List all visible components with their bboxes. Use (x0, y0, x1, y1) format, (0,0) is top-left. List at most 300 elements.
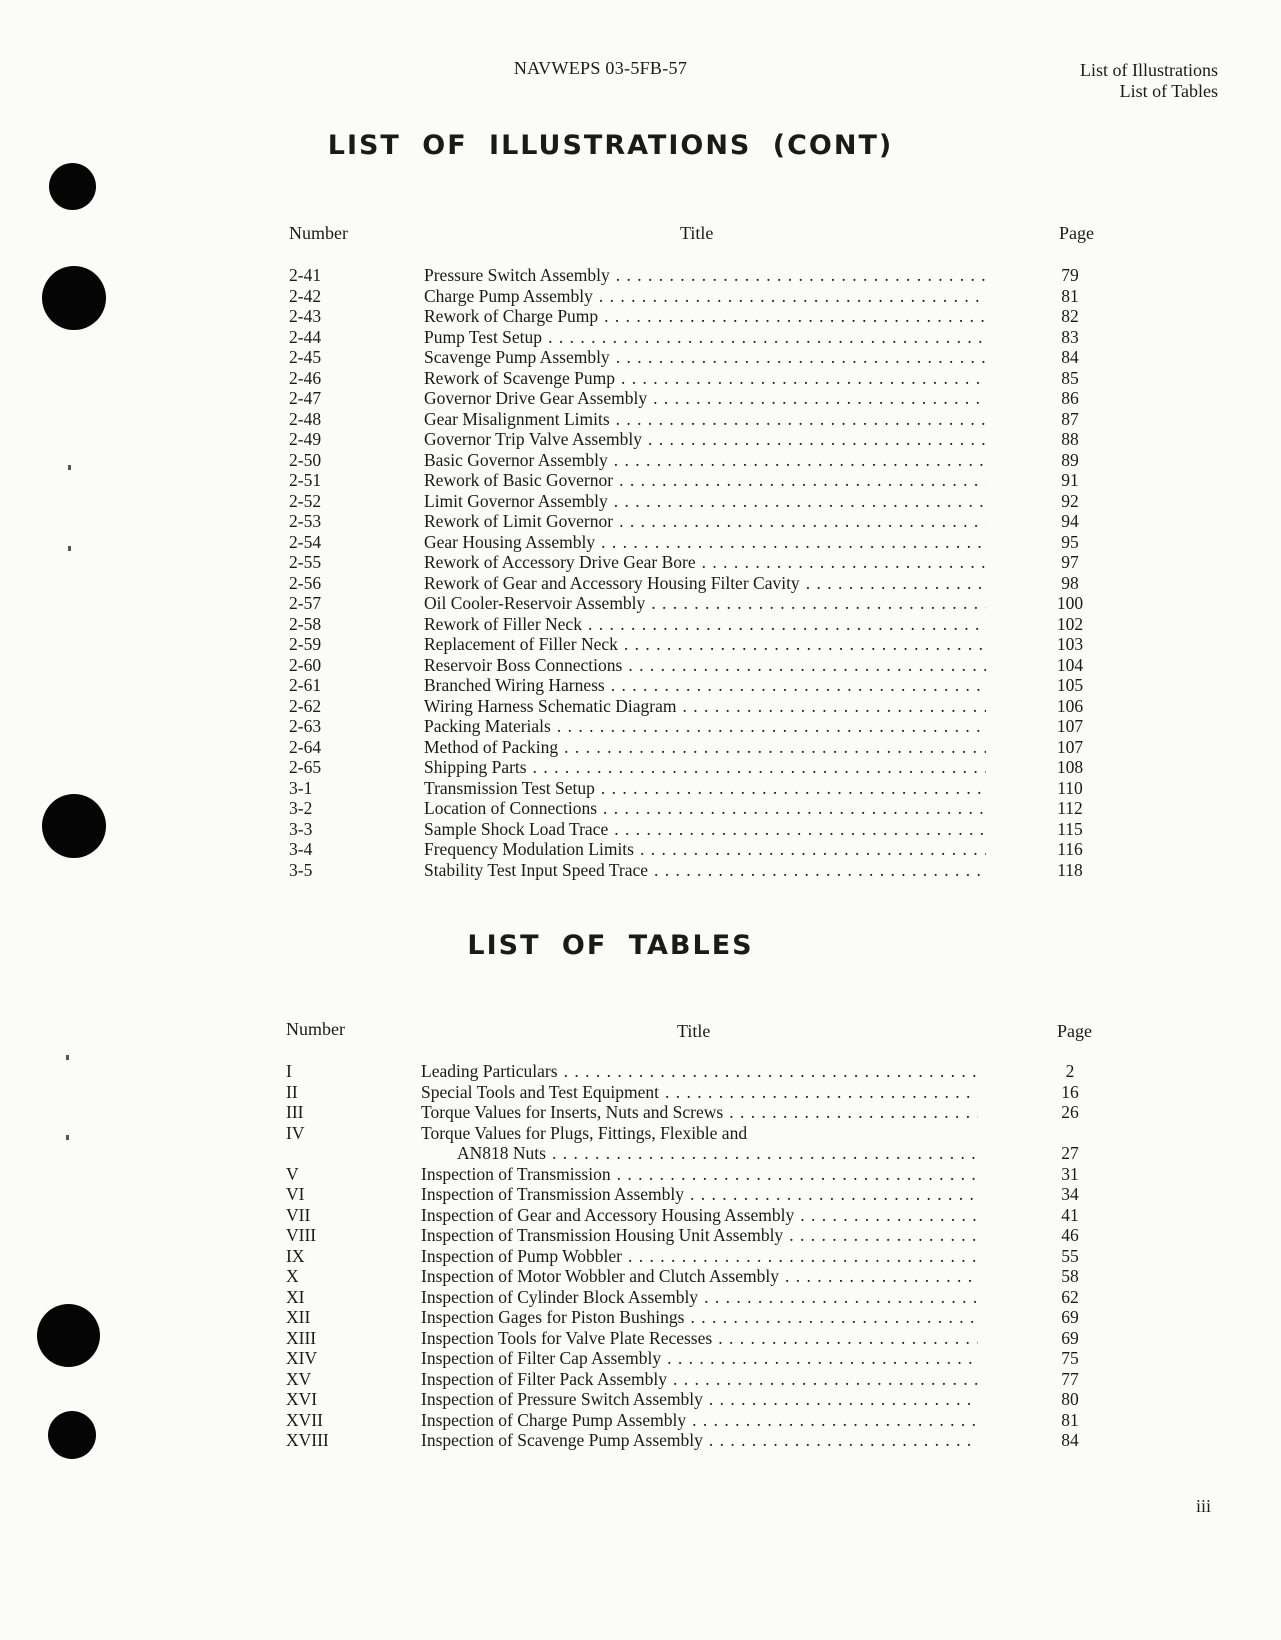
list-row (0, 286, 1281, 307)
row-number: 2-58 (289, 613, 322, 634)
tables-col-title: Title (677, 1021, 711, 1041)
row-number: 2-60 (289, 654, 322, 675)
row-page: 104 (1056, 654, 1084, 675)
list-row (0, 1328, 1281, 1349)
leader-dots (783, 1225, 978, 1246)
running-header-line-1: List of Illustrations (1080, 60, 1218, 80)
row-title-text: Torque Values for Plugs, Fittings, Flexible and (421, 1122, 748, 1143)
row-page: 81 (1061, 1409, 1079, 1430)
row-title (424, 778, 986, 799)
list-row (0, 839, 1281, 860)
row-title-text: Pressure Switch Assembly (424, 265, 610, 285)
row-title (421, 1205, 978, 1226)
row-page: 85 (1061, 367, 1079, 388)
row-page: 69 (1061, 1307, 1079, 1327)
row-title-text: Reservoir Boss Connections (424, 654, 623, 675)
list-row (0, 737, 1281, 758)
leader-dots (696, 552, 986, 573)
row-title (424, 286, 986, 307)
leader-dots (684, 1307, 978, 1328)
illustrations-col-number: Number (289, 223, 348, 243)
row-title-text: Limit Governor Assembly (424, 490, 608, 511)
row-title (424, 532, 986, 553)
list-row (0, 1246, 1281, 1267)
list-row (0, 1266, 1281, 1287)
row-title (424, 757, 986, 778)
leader-dots (800, 573, 986, 594)
row-page: 83 (1061, 326, 1079, 347)
row-number: 2-56 (289, 572, 322, 593)
row-page: 86 (1061, 388, 1079, 408)
row-number: 2-43 (289, 306, 322, 326)
row-number: XVIII (286, 1430, 329, 1450)
list-row (0, 388, 1281, 409)
row-number: VIII (286, 1225, 317, 1245)
row-title-text: Inspection of Charge Pump Assembly (421, 1409, 687, 1430)
row-title-text: Inspection of Transmission Housing Unit Assembly (421, 1225, 784, 1245)
row-title-text: Torque Values for Inserts, Nuts and Screws (421, 1102, 724, 1122)
list-row (0, 614, 1281, 635)
row-number: 3-4 (289, 839, 313, 859)
row-page: 84 (1061, 1430, 1079, 1450)
row-page: 26 (1061, 1102, 1079, 1122)
row-title (421, 1225, 978, 1246)
row-page: 62 (1061, 1286, 1079, 1307)
list-row (0, 757, 1281, 778)
document-number: NAVWEPS 03-5FB-57 (513, 58, 688, 78)
list-row (0, 696, 1281, 717)
row-number: XIV (286, 1348, 318, 1368)
row-title (421, 1307, 978, 1328)
row-title (424, 429, 986, 450)
leader-dots (598, 306, 986, 327)
row-title-text: Pump Test Setup (424, 326, 543, 347)
row-page: 2 (1065, 1061, 1075, 1081)
row-title (424, 573, 986, 594)
row-number: 2-52 (289, 490, 322, 511)
tables-col-number: Number (286, 1019, 345, 1039)
scan-speck (66, 1055, 69, 1060)
row-title (421, 1287, 978, 1308)
row-page: 100 (1056, 593, 1084, 613)
binder-hole (49, 163, 96, 210)
list-row (0, 860, 1281, 881)
row-title (424, 511, 986, 532)
row-title-text: Inspection of Gear and Accessory Housing Assembly (421, 1204, 795, 1225)
list-row (0, 409, 1281, 430)
row-title (424, 368, 986, 389)
row-number: XVII (286, 1409, 323, 1430)
row-number: 2-62 (289, 695, 322, 716)
row-number: 2-49 (289, 429, 322, 449)
row-number: 3-2 (289, 798, 313, 818)
list-row (0, 306, 1281, 327)
row-title-text: Rework of Charge Pump (424, 306, 599, 326)
row-title (424, 327, 986, 348)
list-row (0, 552, 1281, 573)
list-row (0, 1369, 1281, 1390)
leader-dots (794, 1205, 978, 1226)
row-title-text: Governor Drive Gear Assembly (424, 388, 648, 408)
row-title-text: Inspection of Pump Wobbler (421, 1245, 622, 1266)
row-page: 77 (1061, 1368, 1079, 1389)
leader-dots (595, 778, 986, 799)
row-number: XVI (286, 1389, 318, 1409)
row-title (424, 737, 986, 758)
row-title (421, 1184, 978, 1205)
list-row (0, 1348, 1281, 1369)
list-row (0, 675, 1281, 696)
row-title (424, 593, 986, 614)
list-row-continuation (0, 1143, 1281, 1164)
leader-dots (542, 327, 986, 348)
row-page: 95 (1061, 531, 1079, 552)
row-number: 3-1 (289, 777, 313, 798)
row-title (421, 1369, 978, 1390)
row-title-text: Shipping Parts (424, 757, 527, 777)
row-number: 2-50 (289, 449, 322, 470)
leader-dots (582, 614, 986, 635)
row-number: 2-46 (289, 367, 322, 388)
row-number: 2-41 (289, 265, 322, 285)
row-page: 115 (1057, 818, 1083, 839)
leader-dots (622, 1246, 978, 1267)
row-number: X (286, 1266, 299, 1286)
row-title (424, 409, 986, 430)
illustrations-col-page: Page (1059, 223, 1094, 243)
running-header (1080, 60, 1218, 102)
row-title-text: Rework of Gear and Accessory Housing Filter Cavity (424, 572, 800, 593)
row-title (424, 388, 986, 409)
leader-dots (597, 798, 986, 819)
row-title-text: Replacement of Filler Neck (424, 634, 618, 654)
leader-dots (634, 839, 986, 860)
list-row (0, 532, 1281, 553)
row-title (424, 347, 986, 368)
row-page: 105 (1056, 675, 1084, 695)
row-title (424, 819, 986, 840)
leader-dots (698, 1287, 978, 1308)
row-title (421, 1410, 978, 1431)
row-number: 3-5 (289, 859, 313, 880)
list-row (0, 634, 1281, 655)
row-title-text: Inspection of Filter Cap Assembly (421, 1348, 662, 1368)
row-page: 106 (1056, 695, 1084, 716)
row-title (424, 675, 986, 696)
row-title-text: Rework of Filler Neck (424, 613, 582, 634)
row-title (424, 716, 986, 737)
leader-dots (667, 1369, 978, 1390)
row-page: 118 (1057, 859, 1083, 880)
list-row (0, 593, 1281, 614)
row-title (424, 614, 986, 635)
leader-dots (684, 1184, 978, 1205)
illustrations-heading: LIST OF ILLUSTRATIONS (CONT) (327, 130, 894, 161)
row-page: 81 (1061, 285, 1079, 306)
row-title-text: Oil Cooler-Reservoir Assembly (424, 593, 646, 613)
row-title (424, 470, 986, 491)
row-title-text: Location of Connections (424, 798, 598, 818)
row-number: 3-3 (289, 818, 313, 839)
row-title (421, 1328, 978, 1349)
row-number: 2-47 (289, 388, 322, 408)
leader-dots (642, 429, 986, 450)
list-row (0, 798, 1281, 819)
row-title-text: Rework of Basic Governor (424, 470, 614, 490)
list-row (0, 1123, 1281, 1144)
row-page: 92 (1061, 490, 1079, 511)
leader-dots (558, 737, 986, 758)
row-title (424, 655, 986, 676)
running-header-line-2: List of Tables (1119, 81, 1218, 101)
list-row (0, 778, 1281, 799)
leader-dots (605, 675, 986, 696)
row-page: 110 (1057, 777, 1083, 798)
row-title (424, 696, 986, 717)
row-title-text: AN818 Nuts (457, 1143, 546, 1163)
list-row (0, 1430, 1281, 1451)
row-title-text: Inspection of Pressure Switch Assembly (421, 1389, 703, 1409)
row-number: 2-51 (289, 470, 322, 490)
row-number: 2-63 (289, 716, 322, 736)
row-number: XII (286, 1307, 311, 1327)
row-number: 2-45 (289, 347, 322, 367)
tables-list (0, 1061, 1281, 1451)
row-page: 84 (1061, 347, 1079, 367)
row-title-text: Special Tools and Test Equipment (421, 1081, 659, 1102)
leader-dots (686, 1410, 978, 1431)
tables-heading: LIST OF TABLES (467, 930, 754, 961)
leader-dots (712, 1328, 978, 1349)
row-title-text: Inspection of Transmission Assembly (421, 1184, 685, 1204)
row-page: 16 (1061, 1081, 1079, 1102)
row-number: III (286, 1102, 304, 1122)
leader-dots (608, 450, 986, 471)
row-page: 69 (1061, 1327, 1079, 1348)
list-row (0, 1102, 1281, 1123)
list-row (0, 1184, 1281, 1205)
row-page: 89 (1061, 449, 1079, 470)
list-row (0, 327, 1281, 348)
row-title-text: Inspection Gages for Piston Bushings (421, 1307, 685, 1327)
row-title (421, 1164, 978, 1185)
row-number: V (286, 1163, 299, 1184)
row-page: 31 (1061, 1163, 1079, 1184)
leader-dots (546, 1143, 978, 1164)
row-title-text: Inspection of Scavenge Pump Assembly (421, 1430, 703, 1450)
row-title (421, 1143, 978, 1164)
list-row (0, 573, 1281, 594)
leader-dots (723, 1102, 978, 1123)
illustrations-list (0, 265, 1281, 880)
row-title (421, 1246, 978, 1267)
list-row (0, 1307, 1281, 1328)
row-page: 112 (1057, 798, 1083, 818)
row-title-text: Inspection of Cylinder Block Assembly (421, 1286, 699, 1307)
leader-dots (595, 532, 986, 553)
row-page: 27 (1061, 1143, 1079, 1163)
leader-dots (558, 1061, 978, 1082)
row-title-text: Packing Materials (424, 716, 551, 736)
row-number: XI (286, 1286, 305, 1307)
row-title-text: Governor Trip Valve Assembly (424, 429, 642, 449)
list-row (0, 511, 1281, 532)
row-number: II (286, 1081, 298, 1102)
row-number: IV (286, 1122, 305, 1143)
row-page: 75 (1061, 1348, 1079, 1368)
row-title-text: Scavenge Pump Assembly (424, 347, 610, 367)
row-title (421, 1123, 978, 1144)
leader-dots (661, 1348, 978, 1369)
page-number: iii (1195, 1496, 1211, 1516)
row-title (424, 634, 986, 655)
leader-dots (613, 511, 986, 532)
row-title (421, 1082, 978, 1103)
row-title (424, 839, 986, 860)
row-page: 79 (1061, 265, 1079, 285)
leader-dots (615, 368, 986, 389)
leader-dots (551, 716, 986, 737)
list-row (0, 265, 1281, 286)
row-page: 91 (1061, 470, 1079, 490)
row-page: 108 (1056, 757, 1084, 777)
leader-dots (608, 819, 986, 840)
row-title (421, 1389, 978, 1410)
row-title (424, 552, 986, 573)
row-number: 2-48 (289, 408, 322, 429)
row-title-text: Frequency Modulation Limits (424, 839, 634, 859)
leader-dots (659, 1082, 978, 1103)
row-title-text: Branched Wiring Harness (424, 675, 605, 695)
row-title-text: Rework of Scavenge Pump (424, 367, 616, 388)
leader-dots (593, 286, 986, 307)
row-title-text: Inspection of Motor Wobbler and Clutch Assembly (421, 1266, 779, 1286)
row-title-text: Wiring Harness Schematic Diagram (424, 695, 677, 716)
list-row (0, 1410, 1281, 1431)
row-number: 2-59 (289, 634, 322, 654)
row-page: 55 (1061, 1245, 1079, 1266)
leader-dots (608, 491, 986, 512)
leader-dots (703, 1389, 978, 1410)
row-page: 94 (1061, 511, 1079, 531)
row-title-text: Inspection Tools for Valve Plate Recesses (421, 1327, 713, 1348)
row-title (421, 1430, 978, 1451)
illustrations-col-title: Title (680, 223, 714, 243)
row-title-text: Stability Test Input Speed Trace (424, 859, 648, 880)
row-title-text: Charge Pump Assembly (424, 285, 593, 306)
leader-dots (647, 388, 986, 409)
leader-dots (645, 593, 986, 614)
list-row (0, 819, 1281, 840)
row-title-text: Inspection of Filter Pack Assembly (421, 1368, 667, 1389)
row-title-text: Basic Governor Assembly (424, 449, 608, 470)
row-page: 46 (1061, 1225, 1079, 1245)
tables-col-page: Page (1057, 1021, 1092, 1041)
list-row (0, 1061, 1281, 1082)
leader-dots (610, 265, 986, 286)
row-page: 116 (1057, 839, 1083, 859)
leader-dots (527, 757, 986, 778)
list-row (0, 655, 1281, 676)
row-page: 97 (1061, 552, 1079, 572)
row-title (424, 265, 986, 286)
list-row (0, 450, 1281, 471)
list-row (0, 716, 1281, 737)
row-title-text: Inspection of Transmission (421, 1163, 611, 1184)
list-row (0, 1082, 1281, 1103)
list-row (0, 1205, 1281, 1226)
leader-dots (613, 470, 986, 491)
leader-dots (779, 1266, 978, 1287)
row-page: 58 (1061, 1266, 1079, 1286)
row-page: 41 (1061, 1204, 1079, 1225)
row-number: 2-57 (289, 593, 322, 613)
list-row (0, 429, 1281, 450)
leader-dots (622, 655, 986, 676)
leader-dots (676, 696, 986, 717)
row-number: 2-64 (289, 736, 322, 757)
row-title (421, 1102, 978, 1123)
row-title-text: Method of Packing (424, 736, 559, 757)
list-row (0, 470, 1281, 491)
list-row (0, 368, 1281, 389)
row-number: 2-53 (289, 511, 322, 531)
row-number: XIII (286, 1327, 317, 1348)
row-title-text: Transmission Test Setup (424, 777, 595, 798)
leader-dots (618, 634, 986, 655)
list-row (0, 1164, 1281, 1185)
row-number: 2-54 (289, 531, 322, 552)
leader-dots (703, 1430, 978, 1451)
row-page: 107 (1056, 716, 1084, 736)
row-number: 2-61 (289, 675, 322, 695)
list-row (0, 491, 1281, 512)
row-title-text: Rework of Accessory Drive Gear Bore (424, 552, 696, 572)
row-number: VII (286, 1204, 311, 1225)
row-number: 2-44 (289, 326, 322, 347)
row-number: 2-55 (289, 552, 322, 572)
row-title (421, 1266, 978, 1287)
row-number: IX (286, 1245, 305, 1266)
row-title-text: Rework of Limit Governor (424, 511, 614, 531)
row-title-text: Gear Housing Assembly (424, 531, 596, 552)
row-page: 82 (1061, 306, 1079, 326)
row-page: 80 (1061, 1389, 1079, 1409)
row-number: VI (286, 1184, 305, 1204)
list-row (0, 1225, 1281, 1246)
row-title (421, 1348, 978, 1369)
leader-dots (648, 860, 986, 881)
row-page: 98 (1061, 572, 1079, 593)
row-title (424, 860, 986, 881)
row-title-text: Leading Particulars (421, 1061, 558, 1081)
list-row (0, 1389, 1281, 1410)
row-number: 2-65 (289, 757, 322, 777)
row-page: 107 (1056, 736, 1084, 757)
row-page: 87 (1061, 408, 1079, 429)
row-number: I (286, 1061, 292, 1081)
list-row (0, 347, 1281, 368)
row-page: 34 (1061, 1184, 1079, 1204)
row-page: 103 (1056, 634, 1084, 654)
row-number: XV (286, 1368, 312, 1389)
list-row (0, 1287, 1281, 1308)
row-title (424, 798, 986, 819)
leader-dots (610, 409, 986, 430)
row-page: 102 (1056, 613, 1084, 634)
leader-dots (610, 347, 986, 368)
row-title (424, 306, 986, 327)
